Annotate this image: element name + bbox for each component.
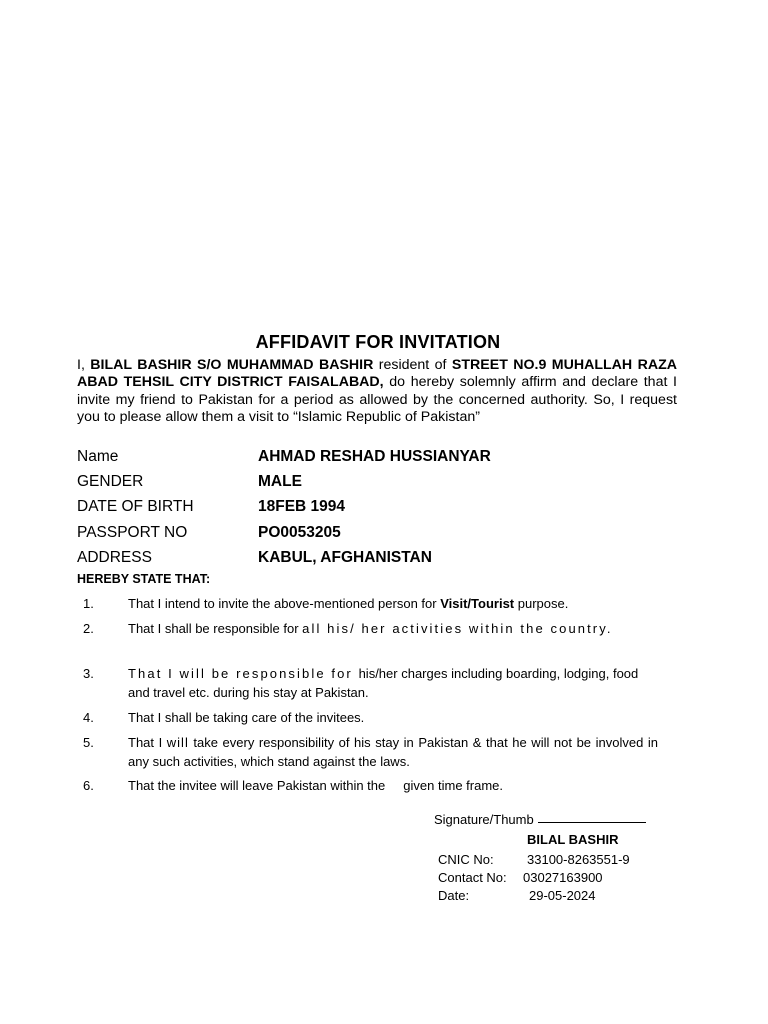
clause-text: [128, 665, 658, 702]
contact-label: Contact No:: [438, 870, 507, 885]
clause-number: 6.: [83, 778, 94, 793]
detail-row-address: [77, 547, 677, 572]
clause-text-part: That I will be responsible for: [128, 666, 359, 681]
detail-label: GENDER: [77, 473, 144, 491]
detail-row-name: [77, 446, 677, 471]
clause-number: 1.: [83, 596, 94, 611]
date-value: 29-05-2024: [529, 888, 596, 903]
declarant-name: BILAL BASHIR S/O MUHAMMAD BASHIR: [90, 357, 374, 373]
clause-number: 3.: [83, 666, 94, 681]
detail-value: 18FEB 1994: [258, 498, 346, 516]
clause-bold-text: Visit/Tourist: [440, 596, 515, 611]
clause-text-part: purpose.: [514, 596, 569, 611]
detail-value: AHMAD RESHAD HUSSIANYAR: [258, 448, 491, 465]
signature-line: [434, 812, 646, 827]
date-label: Date:: [438, 888, 470, 903]
document-title: AFFIDAVIT FOR INVITATION: [255, 332, 501, 352]
clause-number: 4.: [83, 710, 94, 725]
detail-value: MALE: [258, 473, 302, 491]
clause-text-part: That I shall be responsible for: [128, 621, 303, 636]
clause-text: [128, 734, 658, 771]
clause-text: [128, 595, 658, 614]
cnic-value: 33100-8263551-9: [527, 852, 630, 867]
detail-value: PO0053205: [258, 523, 341, 541]
clause-text-part: will: [166, 735, 189, 750]
signatory-name: BILAL BASHIR: [527, 832, 619, 847]
detail-label: DATE OF BIRTH: [77, 498, 194, 516]
invitee-details: [77, 446, 677, 572]
clause-text-part: his/her charges including boarding, lodging, food and travel etc. during his stay at Pakistan.: [128, 666, 639, 700]
detail-row-gender: [77, 471, 677, 496]
state-heading: HEREBY STATE THAT:: [77, 572, 211, 586]
intro-text-1: I,: [77, 357, 91, 373]
intro-text-2: resident of: [373, 357, 452, 373]
clause-text: That I shall be taking care of the invitees.: [128, 710, 365, 725]
detail-label: ADDRESS: [77, 548, 152, 566]
clause-text-part: That I intend to invite the above-mentioned person for: [128, 596, 441, 611]
intro-paragraph: [77, 357, 677, 426]
cnic-label: CNIC No:: [438, 852, 494, 867]
clause-text-part: That I: [128, 735, 167, 750]
detail-value: KABUL, AFGHANISTAN: [258, 548, 432, 566]
clause-number: 5.: [83, 735, 94, 750]
signature-blank: [538, 822, 646, 823]
detail-row-dob: [77, 496, 677, 521]
signature-label: Signature/Thumb: [434, 812, 534, 827]
detail-label: Name: [77, 448, 119, 465]
clause-number: 2.: [83, 621, 94, 636]
declarant-address: STREET NO.9 MUHALLAH RAZA ABAD TEHSIL CITY DISTRICT FAISALABAD,: [77, 357, 677, 391]
detail-row-passport: [77, 522, 677, 547]
detail-label: PASSPORT NO: [77, 523, 188, 541]
clause-text: That the invitee will leave Pakistan within the given time frame.: [128, 778, 504, 793]
contact-value: 03027163900: [523, 870, 603, 885]
clause-text-part: all his/ her activities within the country.: [302, 621, 613, 636]
clause-text: [128, 620, 658, 639]
clause-text-part: take every responsibility of his stay in Pakistan & that he will not be involved in any such activities, which stand against the laws.: [128, 735, 658, 769]
intro-text-3: do hereby solemnly affirm and declare that I invite my friend to Pakistan for a period as allowed by the concerned authority. So, I request you to please allow them a visit to “Islamic Republic of Pakistan”: [77, 374, 677, 425]
